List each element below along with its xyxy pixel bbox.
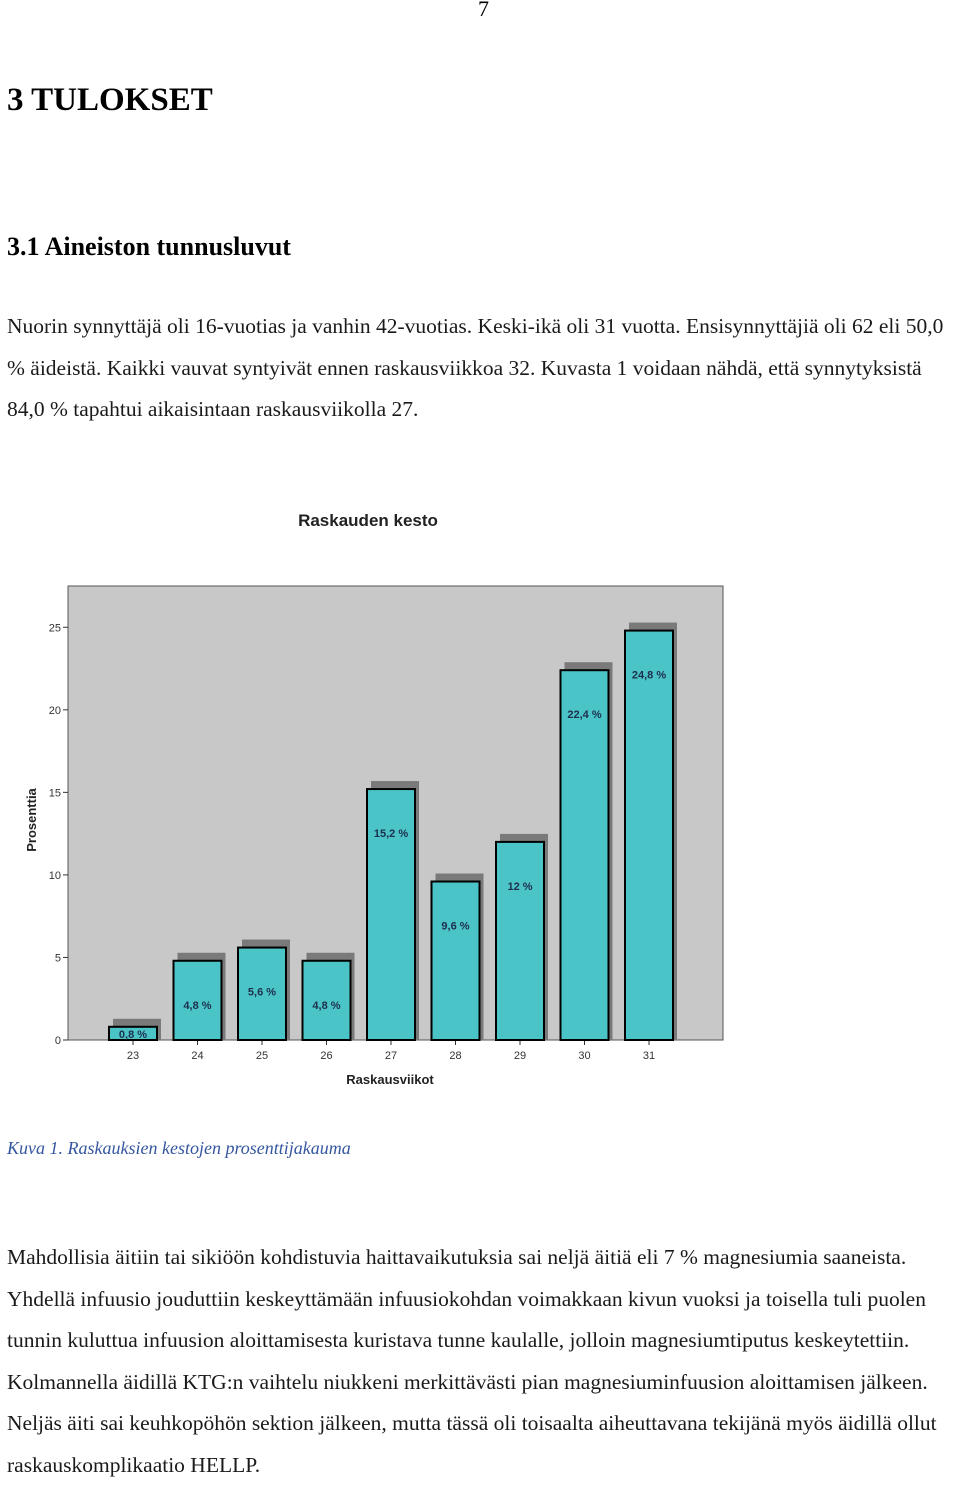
y-axis bbox=[49, 622, 68, 1047]
y-tick-label: 15 bbox=[48, 787, 61, 800]
data-label: 4,8 % bbox=[312, 999, 341, 1012]
y-tick-label: 25 bbox=[48, 622, 61, 635]
duration-bar-chart bbox=[0, 500, 960, 1100]
figure-caption: Kuva 1. Raskauksien kestojen prosenttijakauma bbox=[7, 1138, 351, 1158]
x-tick-label: 24 bbox=[191, 1050, 204, 1062]
y-tick-label: 20 bbox=[48, 704, 61, 717]
x-tick-label: 28 bbox=[449, 1050, 462, 1062]
x-tick-label: 25 bbox=[255, 1050, 269, 1062]
bar-28 bbox=[432, 882, 480, 1040]
y-axis-label: Prosenttia bbox=[24, 788, 39, 852]
x-tick-label: 23 bbox=[126, 1050, 140, 1062]
data-label: 12 % bbox=[507, 880, 533, 893]
data-label: 9,6 % bbox=[441, 920, 470, 933]
bar-31 bbox=[625, 631, 673, 1040]
data-label: 24,8 % bbox=[631, 669, 667, 682]
data-label: 15,2 % bbox=[373, 828, 409, 841]
bar-29 bbox=[496, 842, 544, 1040]
bar-30 bbox=[561, 670, 609, 1040]
section-heading: 3.1 Aineiston tunnusluvut bbox=[7, 232, 291, 261]
chart-title: Raskauden kesto bbox=[298, 511, 438, 530]
page-number: 7 bbox=[478, 0, 489, 21]
intro-paragraph: Nuorin synnyttäjä oli 16-vuotias ja vanhin 42-vuotias. Keski-ikä oli 31 vuotta. Ensisynnyttäjiä oli 62 eli 50,0 % äideistä. Kaikki vauvat syntyivät ennen raskausviikkoa 32. Kuvasta 1 voidaan nähdä, että synnytyksistä 84,0 % tapahtui aikaisintaan raskausviikolla 27. bbox=[7, 314, 944, 421]
x-tick-label: 27 bbox=[384, 1050, 398, 1062]
y-tick-label: 0 bbox=[54, 1035, 61, 1047]
y-tick-label: 10 bbox=[48, 869, 61, 882]
x-axis-label: Raskausviikot bbox=[346, 1072, 434, 1087]
page-heading: 3 TULOKSET bbox=[7, 82, 213, 118]
data-label: 5,6 % bbox=[247, 986, 277, 999]
x-tick-label: 26 bbox=[320, 1050, 333, 1062]
bar-27 bbox=[367, 789, 415, 1040]
x-tick-label: 29 bbox=[513, 1050, 527, 1062]
adverse-effects-paragraph: Mahdollisia äitiin tai sikiöön kohdistuvia haittavaikutuksia sai neljä äitiä eli 7 % magnesiumia saaneista. Yhdellä infuusio jouduttiin keskeyttämään infuusiokohdan voimakkaan kivun vuoksi ja toisella tuli puolen tunnin kuluttua infuusion aloittamisesta kuristava tunne kaulalle, jolloin magnesiumtiputus keskeytettiin. Kolmannella äidillä KTG:n vaihtelu niukkeni merkittävästi pian magnesiuminfuusion aloittamisen jälkeen. Neljäs äiti sai keuhkopöhön sektion jälkeen, mutta tässä oli toisaalta aiheuttavana tekijänä myös äidillä ollut raskauskomplikaatio HELLP. bbox=[7, 1245, 937, 1477]
y-tick-label: 5 bbox=[54, 952, 61, 965]
x-axis bbox=[127, 1040, 655, 1062]
x-tick-label: 30 bbox=[578, 1050, 591, 1062]
x-tick-label: 31 bbox=[642, 1050, 656, 1062]
data-label: 4,8 % bbox=[183, 999, 212, 1012]
data-label: 0,8 % bbox=[118, 1029, 148, 1041]
data-label: 22,4 % bbox=[567, 709, 602, 722]
